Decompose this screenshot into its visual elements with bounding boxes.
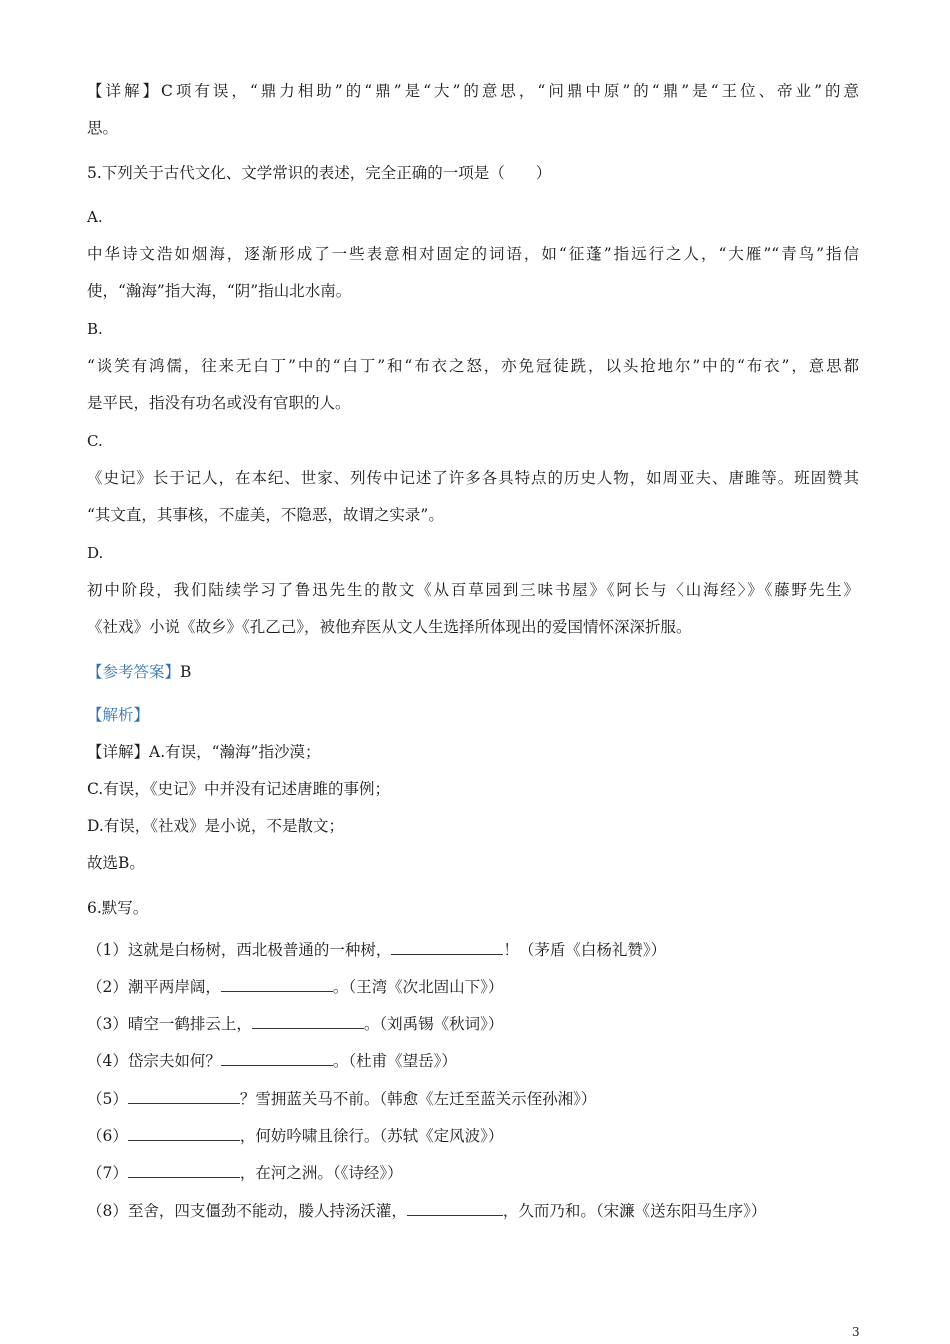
q5-detail-line-1: 【详解】A.有误，“瀚海”指沙漠； [87,743,321,761]
q6-item-4 [87,1050,457,1072]
q6-item-2-suffix: 。（王湾《次北固山下》） [332,978,504,996]
q5-stem: 5.下列关于古代文化、文学常识的表述，完全正确的一项是（ ） [87,164,552,182]
q5-option-c-line-2: “其文直，其事核，不虚美，不隐恶，故谓之实录”。 [87,506,444,524]
prev-detail-line-2: 思。 [87,119,119,137]
q5-option-d-line-2: 《社戏》小说《故乡》《孔乙己》，被他弃医从文人生选择所体现出的爱国情怀深深折服。 [87,618,692,636]
page-number: 3 [852,1325,860,1339]
q6-item-8 [87,1200,766,1222]
q5-detail-line-2: C.有误，《史记》中并没有记述唐雎的事例； [87,780,390,798]
analysis-label: 【解析】 [87,706,150,724]
blank-line [128,1126,240,1141]
q5-option-a-label: A. [87,208,103,226]
q6-item-8-prefix: （8）至舍，四支僵劲不能动，媵人持汤沃灌， [87,1202,407,1220]
q6-item-7 [87,1162,403,1184]
q6-item-8-suffix: ，久而乃和。（宋濂《送东阳马生序》） [502,1202,767,1220]
q5-option-b-line-1: “谈笑有鸿儒，往来无白丁”中的“白丁”和“布衣之怒，亦免冠徒跣，以头抢地尔”中的“布衣”，意思都 [87,357,859,375]
q6-item-7-suffix: ，在河之洲。（《诗经》） [239,1164,403,1182]
q6-item-6-prefix: （6） [87,1127,128,1145]
q6-item-7-prefix: （7） [87,1164,128,1182]
blank-line [221,977,333,992]
q6-item-5-suffix: ？雪拥蓝关马不前。（韩愈《左迁至蓝关示侄孙湘》） [239,1090,597,1108]
q6-item-1 [87,939,666,961]
q5-option-b-label: B. [87,320,103,338]
q6-item-1-suffix: ！（茅盾《白杨礼赞》） [503,941,667,959]
q5-option-c-line-1: 《史记》长于记人，在本纪、世家、列传中记述了许多各具特点的历史人物，如周亚夫、唐雎等。班固赞其 [87,469,859,487]
q6-item-3-suffix: 。（刘禹锡《秋词》） [363,1015,504,1033]
blank-line [391,940,503,955]
blank-line [252,1014,364,1029]
q5-answer [87,661,191,683]
blank-line [407,1201,503,1216]
q6-item-1-prefix: （1）这就是白杨树，西北极普通的一种树， [87,941,392,959]
blank-line [221,1051,333,1066]
q5-detail-line-4: 故选B。 [87,854,145,872]
q5-option-b-line-2: 是平民，指没有功名或没有官职的人。 [87,394,351,412]
q5-option-d-line-1: 初中阶段，我们陆续学习了鲁迅先生的散文《从百草园到三味书屋》《阿长与〈山海经〉》《藤野先生》 [87,581,859,599]
q6-stem: 6.默写。 [87,899,149,917]
blank-line [128,1089,240,1104]
q5-option-a-line-2: 使，“瀚海”指大海，“阴”指山北水南。 [87,282,352,300]
q5-detail-line-3: D.有误，《社戏》是小说，不是散文； [87,817,345,835]
q5-option-a-line-1: 中华诗文浩如烟海，逐渐形成了一些表意相对固定的词语，如“征蓬”指远行之人，“大雁”“青鸟”指信 [87,245,859,263]
q6-item-6-suffix: ，何妨吟啸且徐行。（苏轼《定风波》） [239,1127,504,1145]
answer-value: B [180,663,192,681]
q6-item-2-prefix: （2）潮平两岸阔， [87,978,221,996]
q6-item-4-prefix: （4）岱宗夫如何？ [87,1052,221,1070]
q6-item-3-prefix: （3）晴空一鹤排云上， [87,1015,252,1033]
q6-item-4-suffix: 。（杜甫《望岳》） [332,1052,457,1070]
q6-item-2 [87,976,503,998]
q6-item-3 [87,1013,503,1035]
answer-label: 【参考答案】 [87,663,181,681]
prev-detail-line-1: 【详解】C项有误，“鼎力相助”的“鼎”是“大”的意思，“问鼎中原”的“鼎”是“王位、帝业”的意 [87,82,859,100]
q6-item-5 [87,1088,596,1110]
q6-item-5-prefix: （5） [87,1090,128,1108]
q6-item-6 [87,1125,503,1147]
q5-option-c-label: C. [87,432,103,450]
blank-line [128,1163,240,1178]
q5-option-d-label: D. [87,544,104,562]
